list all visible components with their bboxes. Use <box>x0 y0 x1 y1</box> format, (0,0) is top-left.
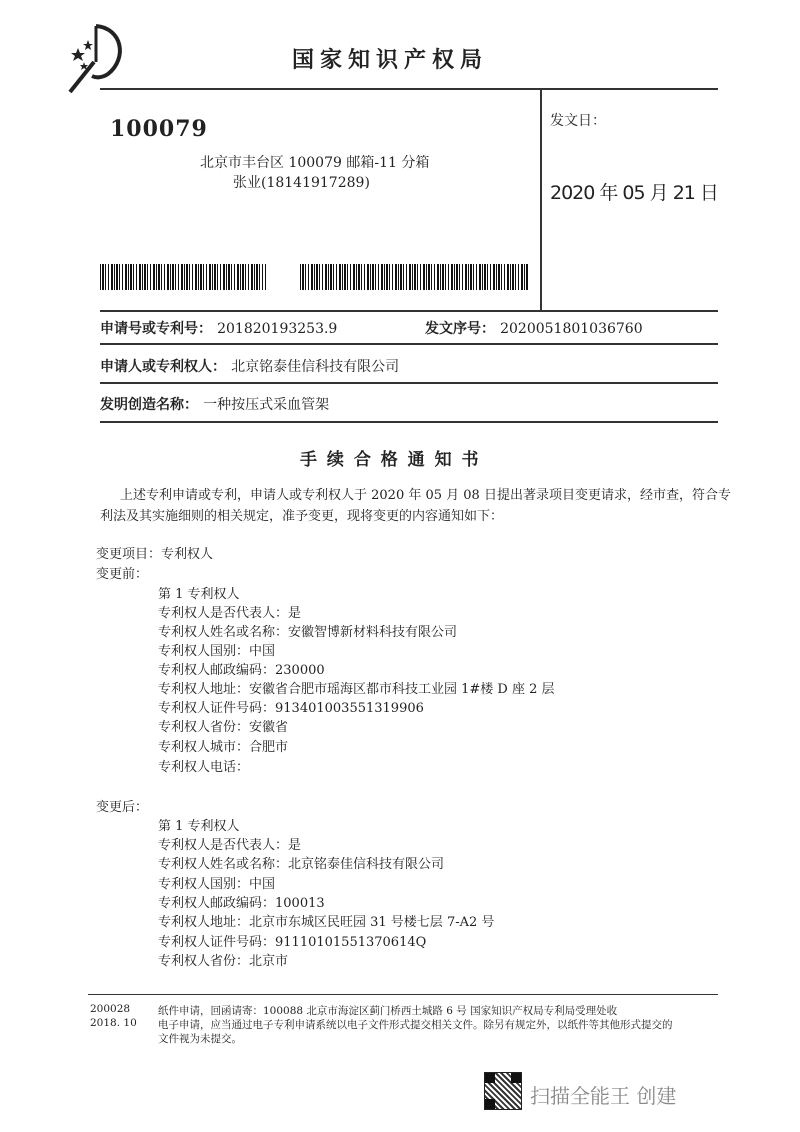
after-line: 专利权人证件号码：91110101551370614Q <box>158 935 427 950</box>
invention-label: 发明创造名称： <box>100 397 198 413</box>
after-line: 第 1 专利权人 <box>158 819 240 834</box>
invention-name: 一种按压式采血管架 <box>203 397 330 413</box>
serial-number-row <box>425 318 643 338</box>
after-label: 变更后： <box>96 800 149 815</box>
postcode: 100079 <box>110 116 208 142</box>
header-rule <box>100 88 718 90</box>
before-line: 专利权人电话： <box>158 760 250 775</box>
before-line: 专利权人证件号码：913401003551319906 <box>158 701 424 716</box>
change-item: 变更项目：专利权人 <box>96 547 214 562</box>
before-label: 变更前： <box>96 567 149 582</box>
office-title: 国家知识产权局 <box>292 48 489 73</box>
notice-paragraph-line-1: 上述专利申请或专利，申请人或专利权人于 2020 年 05 月 08 日提出著录项目变更请求，经市查，符合专 <box>120 488 731 503</box>
before-line: 专利权人国别：中国 <box>158 644 276 659</box>
barcode-rule <box>100 310 718 312</box>
after-line: 专利权人国别：中国 <box>158 877 276 892</box>
address-line-1: 北京市丰台区 100079 邮箱-11 分箱 <box>200 155 430 171</box>
form-version: 2018. 10 <box>90 1017 137 1029</box>
scanner-watermark: 扫描全能王 创建 <box>530 1084 677 1108</box>
row-rule-3 <box>100 421 718 423</box>
qr-code-icon <box>484 1072 522 1110</box>
barcode-left <box>100 264 266 290</box>
before-line: 专利权人城市：合肥市 <box>158 740 289 755</box>
before-line: 专利权人是否代表人：是 <box>158 606 302 621</box>
footer-e-filing-note: 电子申请，应当通过电子专利申请系统以电子文件形式提交相关文件。除另有规定外，以纸件等其他形式提交的 <box>158 1019 673 1031</box>
after-line: 专利权人是否代表人：是 <box>158 838 302 853</box>
application-number-row <box>100 318 337 338</box>
form-code: 200028 <box>90 1003 131 1015</box>
before-line: 第 1 专利权人 <box>158 587 240 602</box>
after-line: 专利权人邮政编码：100013 <box>158 896 325 911</box>
invention-row <box>100 394 329 414</box>
after-line: 专利权人姓名或名称：北京铭泰佳信科技有限公司 <box>158 857 445 872</box>
issue-date: 2020 年 05 月 21 日 <box>550 182 718 204</box>
application-number: 201820193253.9 <box>217 321 338 337</box>
notice-paragraph-line-2: 利法及其实施细则的相关规定，准予变更，现将变更的内容通知如下： <box>100 509 504 524</box>
footer-e-filing-note-end: 文件视为未提交。 <box>158 1033 242 1045</box>
cnipa-logo <box>64 18 134 98</box>
barcode-right <box>300 264 528 290</box>
applicant-row <box>100 356 399 376</box>
row-rule-1 <box>100 343 718 345</box>
before-line: 专利权人姓名或名称：安徽智博新材料科技有限公司 <box>158 625 458 640</box>
before-line: 专利权人邮政编码：230000 <box>158 663 325 678</box>
application-number-label: 申请号或专利号： <box>100 321 212 337</box>
row-rule-2 <box>100 382 718 384</box>
applicant-name: 北京铭泰佳信科技有限公司 <box>231 359 400 375</box>
issue-date-label: 发文日： <box>550 113 606 129</box>
serial-number: 2020051801036760 <box>500 321 643 337</box>
cnipa-logo-mark <box>64 18 134 98</box>
applicant-label: 申请人或专利权人： <box>100 359 226 375</box>
notice-title: 手 续 合 格 通 知 书 <box>300 450 481 470</box>
before-line: 专利权人地址：安徽省合肥市瑶海区都市科技工业园 1#楼 D 座 2 层 <box>158 682 555 697</box>
address-line-2: 张业(18141917289) <box>233 175 370 191</box>
after-line: 专利权人省份：北京市 <box>158 954 289 969</box>
after-line: 专利权人地址：北京市东城区民旺园 31 号楼七层 7-A2 号 <box>158 915 495 930</box>
footer-rule <box>88 994 718 995</box>
serial-number-label: 发文序号： <box>425 321 495 337</box>
date-column-divider <box>540 88 542 310</box>
footer-mail-address: 纸件申请，回函请寄：100088 北京市海淀区蓟门桥西土城路 6 号 国家知识产权局专利局受理处收 <box>158 1005 618 1017</box>
before-line: 专利权人省份：安徽省 <box>158 720 289 735</box>
